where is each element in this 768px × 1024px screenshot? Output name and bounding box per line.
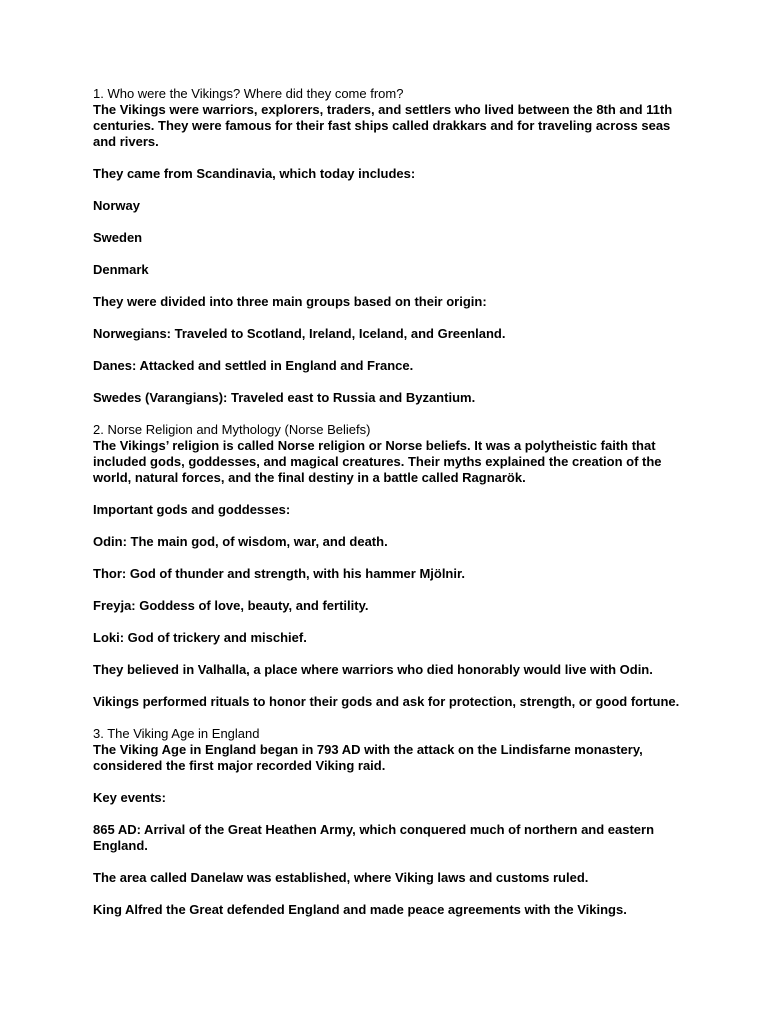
section-1-heading: 1. Who were the Vikings? Where did they come from?	[93, 86, 404, 101]
section-1-paragraph: They came from Scandinavia, which today includes:	[93, 166, 416, 181]
section-3-heading: 3. The Viking Age in England	[93, 726, 260, 741]
god-list-item: Thor: God of thunder and strength, with his hammer Mjölnir.	[93, 566, 465, 581]
section-1-paragraph: They were divided into three main groups based on their origin:	[93, 294, 487, 309]
section-3-paragraph: Key events:	[93, 790, 166, 805]
god-list-item: Odin: The main god, of wisdom, war, and death.	[93, 534, 388, 549]
god-list-item: Freyja: Goddess of love, beauty, and fertility.	[93, 598, 369, 613]
event-list-item: King Alfred the Great defended England and made peace agreements with the Vikings.	[93, 902, 627, 917]
section-2-intro: The Vikings’ religion is called Norse religion or Norse beliefs. It was a polytheistic faith that included gods, goddesses, and magical creatures. Their myths explained the creation of the world, natural forces, and the final destiny in a battle called Ragnarök.	[93, 438, 662, 485]
group-list-item: Swedes (Varangians): Traveled east to Russia and Byzantium.	[93, 390, 476, 405]
document-page	[93, 86, 693, 918]
section-2-paragraph: Important gods and goddesses:	[93, 502, 291, 517]
section-2-paragraph: Vikings performed rituals to honor their gods and ask for protection, strength, or good fortune.	[93, 694, 680, 709]
group-list-item: Norwegians: Traveled to Scotland, Ireland, Iceland, and Greenland.	[93, 326, 506, 341]
group-list-item: Danes: Attacked and settled in England and France.	[93, 358, 414, 373]
event-list-item: The area called Danelaw was established, where Viking laws and customs ruled.	[93, 870, 589, 885]
section-1-intro: The Vikings were warriors, explorers, traders, and settlers who lived between the 8th and 11th centuries. They were famous for their fast ships called drakkars and for traveling across seas and rivers.	[93, 102, 673, 149]
god-list-item: Loki: God of trickery and mischief.	[93, 630, 307, 645]
section-2-heading: 2. Norse Religion and Mythology (Norse Beliefs)	[93, 422, 371, 437]
country-list-item: Sweden	[93, 230, 143, 245]
country-list-item: Denmark	[93, 262, 149, 277]
section-3-intro: The Viking Age in England began in 793 AD with the attack on the Lindisfarne monastery, considered the first major recorded Viking raid.	[93, 742, 643, 773]
event-list-item: 865 AD: Arrival of the Great Heathen Army, which conquered much of northern and eastern England.	[93, 822, 655, 853]
country-list-item: Norway	[93, 198, 140, 213]
section-2-paragraph: They believed in Valhalla, a place where warriors who died honorably would live with Odin.	[93, 662, 653, 677]
